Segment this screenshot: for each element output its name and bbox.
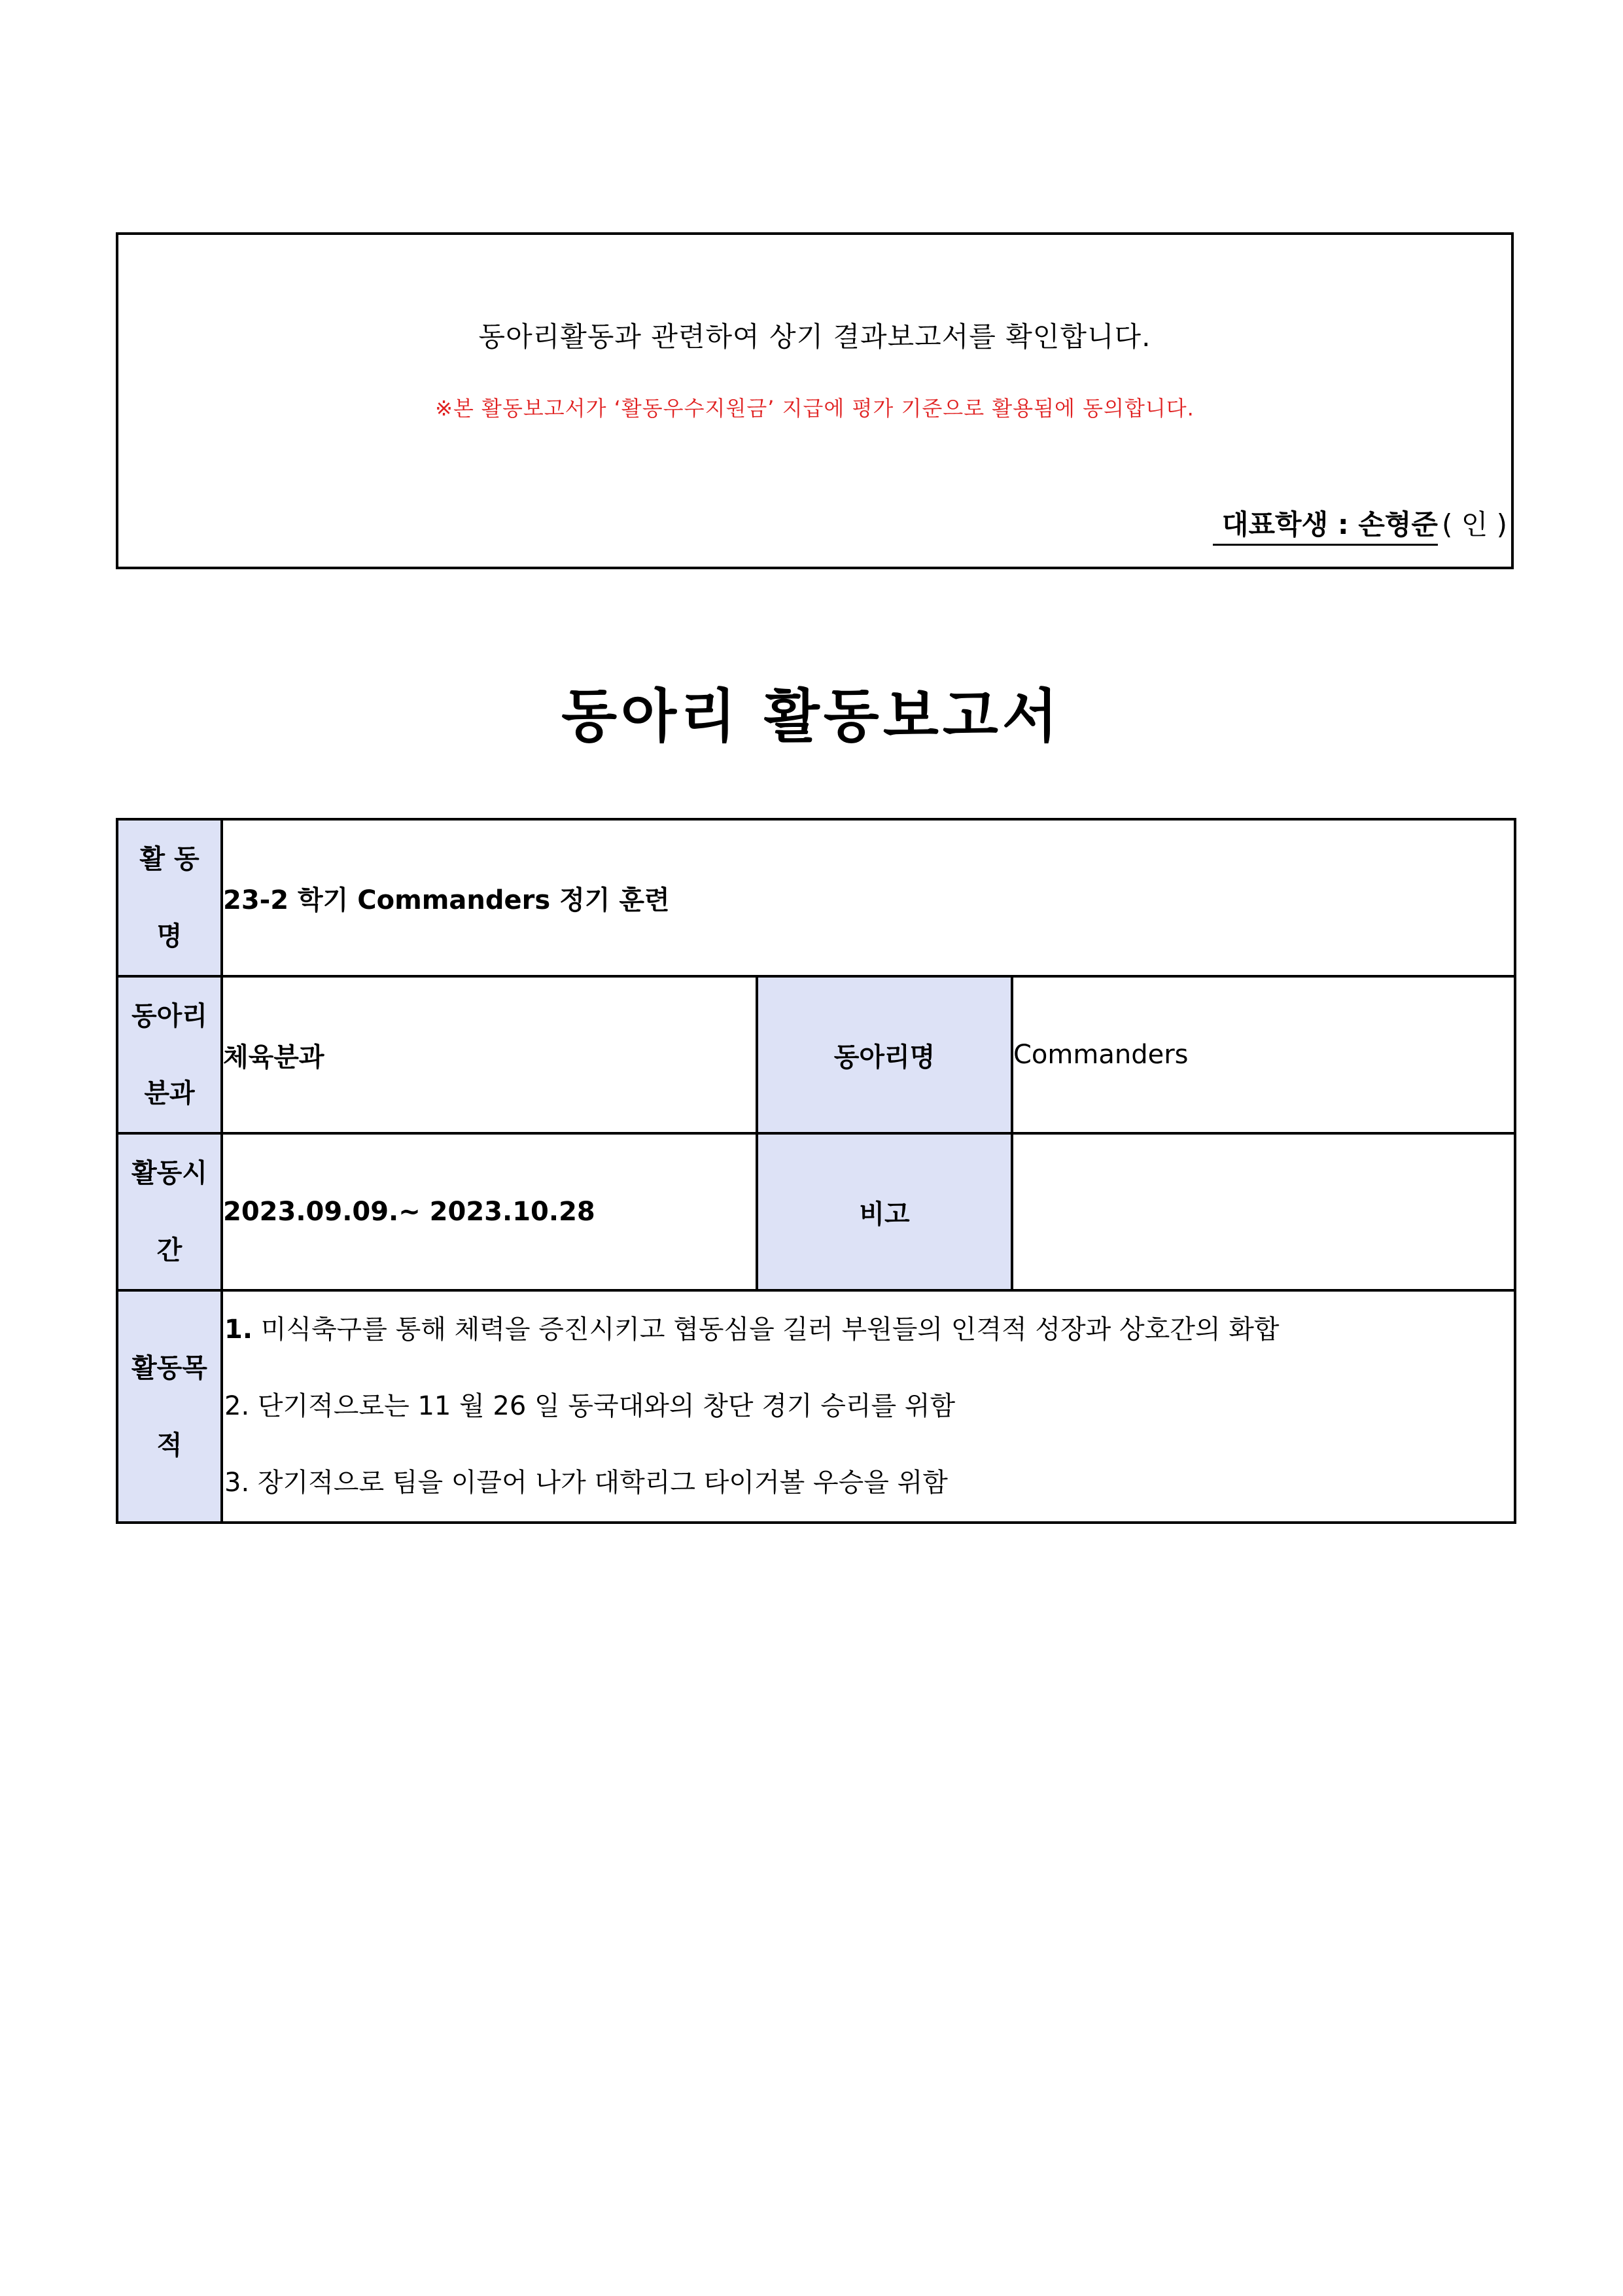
purpose-item-text: 미식축구를 통해 체력을 증진시키고 협동심을 길러 부원들의 인격적 성장과 상호간의 화합 [253, 1315, 1280, 1345]
purpose-label-line1: 활동목 [131, 1352, 207, 1383]
purpose-item [223, 1445, 1514, 1521]
division-label [117, 976, 222, 1133]
activity-name-label-line2: 명 [156, 921, 183, 951]
activity-name-value: 23-2 학기 Commanders 정기 훈련 [222, 819, 1515, 976]
row-division [117, 976, 1515, 1133]
remarks-label: 비고 [757, 1133, 1012, 1290]
confirmation-statement: 동아리활동과 관련하여 상기 결과보고서를 확인합니다. [478, 321, 1151, 353]
representative-signature [1213, 503, 1511, 546]
row-purpose [117, 1290, 1515, 1523]
activity-report-table [116, 818, 1516, 1524]
period-label-line1: 활동시 [131, 1158, 207, 1188]
purpose-label [117, 1290, 222, 1523]
division-label-line1: 동아리 [131, 1001, 207, 1031]
row-period [117, 1133, 1515, 1290]
period-value: 2023.09.09.~ 2023.10.28 [222, 1133, 757, 1290]
purpose-label-line2: 적 [156, 1430, 183, 1460]
period-label-line2: 간 [156, 1235, 183, 1265]
purpose-item-number: 1. [224, 1315, 253, 1345]
purpose-item-number: 2. [224, 1391, 250, 1421]
document-title: 동아리 활동보고서 [561, 682, 1062, 750]
purpose-item [223, 1292, 1514, 1368]
division-label-line2: 분과 [144, 1078, 195, 1108]
row-activity-name [117, 819, 1515, 976]
purpose-item [223, 1368, 1514, 1445]
purpose-item-number: 3. [224, 1468, 250, 1498]
purpose-item-text: 단기적으로는 11 월 26 일 동국대와의 창단 경기 승리를 위함 [249, 1391, 956, 1421]
activity-name-label-line1: 활 동 [139, 844, 200, 874]
remarks-value [1012, 1133, 1515, 1290]
activity-name-label [117, 819, 222, 976]
consent-notice: ※본 활동보고서가 ‘활동우수지원금’ 지급에 평가 기준으로 활용됨에 동의합니다. [435, 396, 1195, 421]
club-name-value: Commanders [1012, 976, 1515, 1133]
confirmation-box [116, 232, 1514, 569]
period-label [117, 1133, 222, 1290]
seal-mark: ( 인 ) [1441, 508, 1507, 540]
purpose-item-text: 장기적으로 팀을 이끌어 나가 대학리그 타이거볼 우승을 위함 [249, 1468, 948, 1498]
purpose-value [222, 1290, 1515, 1523]
representative-label: 대표학생 : 손형준 [1213, 503, 1438, 546]
club-name-label: 동아리명 [757, 976, 1012, 1133]
division-value: 체육분과 [222, 976, 757, 1133]
